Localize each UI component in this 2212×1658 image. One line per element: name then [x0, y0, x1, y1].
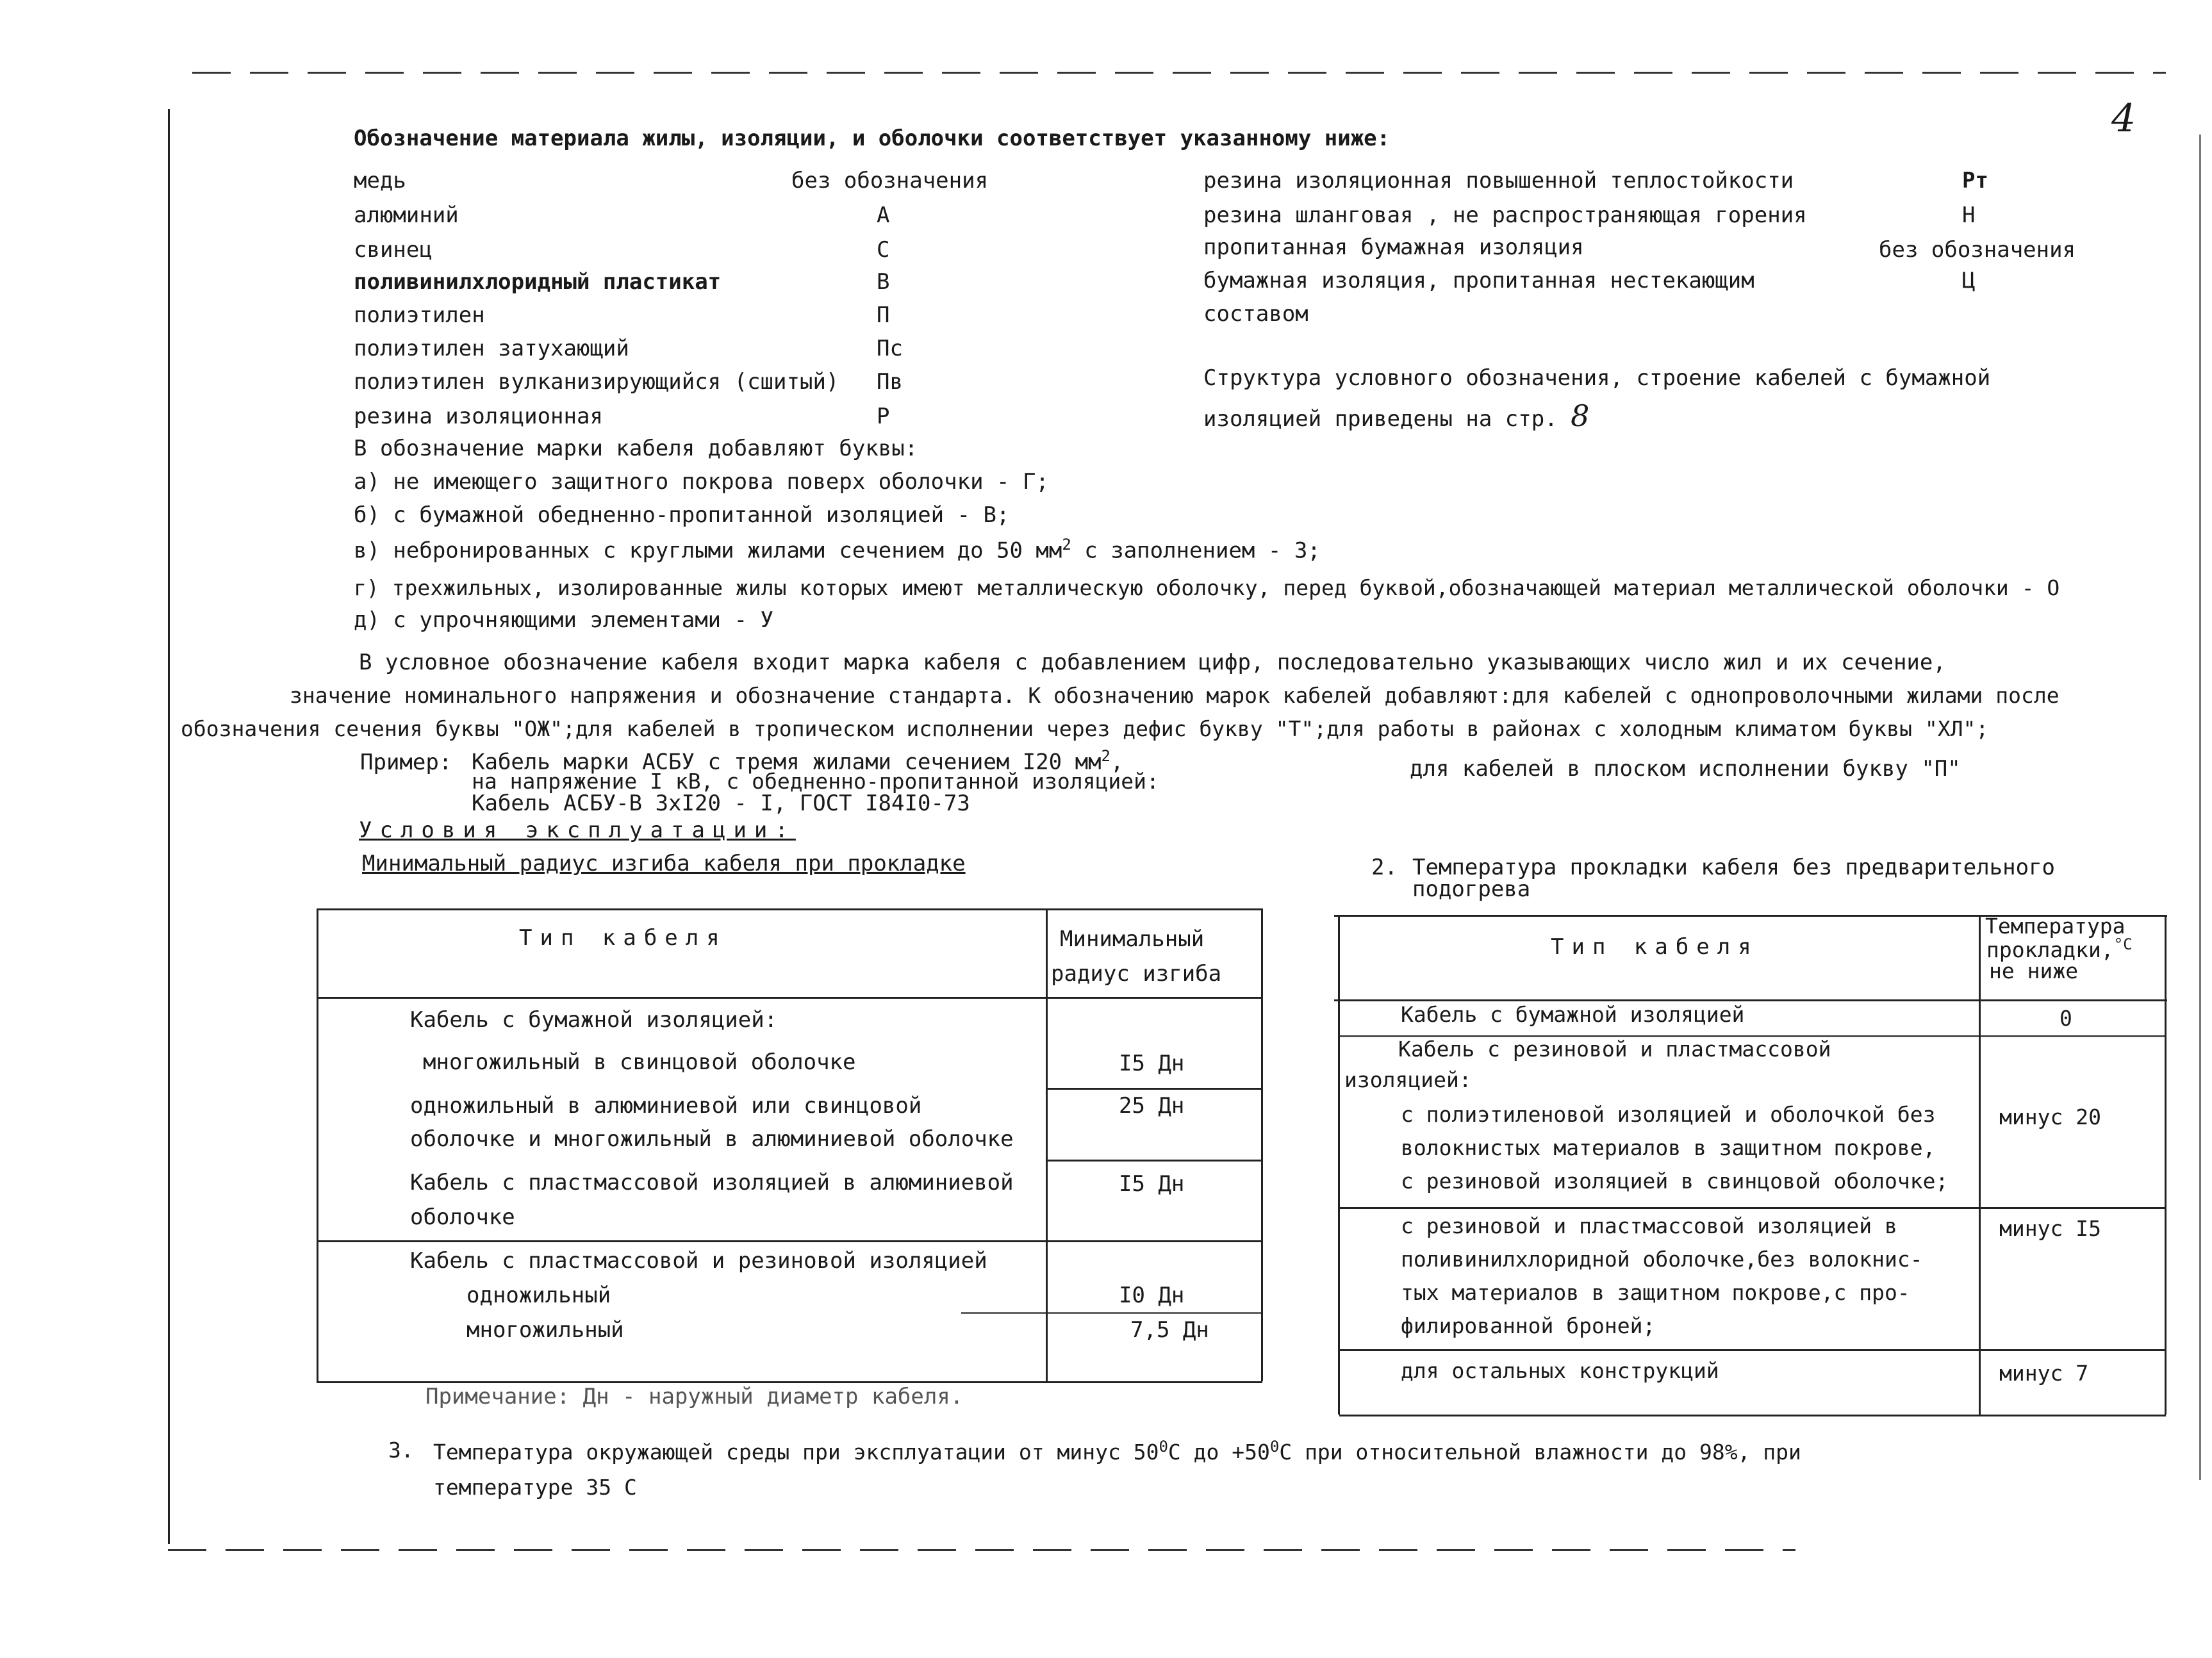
- material-code: Ц: [1962, 268, 1976, 293]
- letter-d: д) с упрочняющими элементами - У: [354, 607, 774, 633]
- item3-deg: 0: [1159, 1438, 1168, 1456]
- example-line-3: Кабель АСБУ-В 3хI20 - I, ГОСТ I84I0-73: [472, 791, 970, 816]
- table2-header-temp-1: Температура: [1985, 914, 2125, 939]
- material-name: полиэтилен вулканизирующийся (сшитый): [354, 369, 839, 395]
- example-label: Пример:: [360, 750, 452, 775]
- material-code: В: [877, 269, 890, 295]
- letter-v-sup: 2: [1062, 536, 1071, 554]
- page-number: 4: [2111, 96, 2136, 141]
- table2-header-line: [1334, 999, 2167, 1001]
- table2-row-value: минус 20: [1999, 1104, 2101, 1129]
- table1-row-text: Кабель с пластмассовой изоляцией в алюминиевой: [410, 1170, 1014, 1195]
- right-border: [2199, 135, 2201, 1480]
- left-border: [168, 109, 170, 1544]
- table2-header-unit: °С: [2113, 935, 2133, 953]
- table1-row-text: оболочке и многожильный в алюминиевой оболочке: [410, 1126, 1014, 1152]
- material-name: поливинилхлоридный пластикат: [354, 269, 722, 295]
- material-code: Р: [877, 404, 890, 429]
- example-line-2: на напряжение I кВ, с обедненно-пропитанной изоляцией:: [472, 769, 1159, 794]
- letter-b: б) с бумажной обедненно-пропитанной изоляцией - В;: [354, 502, 1010, 528]
- table2-left-line: [1338, 915, 1340, 1415]
- table1-row-text: одножильный в алюминиевой или свинцовой: [410, 1093, 922, 1119]
- bottom-border: [168, 1549, 1795, 1551]
- item3-line-1: [433, 1438, 1801, 1465]
- table2-row-text: для остальных конструкций: [1401, 1358, 1719, 1383]
- material-name: резина шланговая , не распространяющая горения: [1203, 202, 1807, 228]
- material-name: бумажная изоляция, пропитанная нестекающим: [1203, 268, 1754, 293]
- letter-v-text: в) небронированных с круглыми жилами сечением до 50 мм: [354, 538, 1062, 564]
- table1-note: Примечание: Дн - наружный диаметр кабеля.: [425, 1384, 964, 1409]
- item3-line-2: температуре 35 С: [433, 1475, 637, 1500]
- material-code: Пв: [877, 369, 903, 395]
- item3-num: 3.: [388, 1438, 414, 1463]
- table2-row-text: Кабель с резиновой и пластмассовой: [1398, 1037, 1831, 1062]
- table1-header-type: Тип кабеля: [519, 925, 727, 951]
- table2-bottom-line: [1339, 1415, 2166, 1416]
- table2-caption-num: 2.: [1371, 855, 1398, 880]
- example-line-1-tail: ,: [1110, 749, 1124, 775]
- structure-page: 8: [1571, 398, 1590, 433]
- letter-v: [354, 536, 1321, 563]
- material-name: полиэтилен затухающий: [354, 336, 629, 361]
- paragraph-line-2: значение номинального напряжения и обозначение стандарта. К обозначению марок кабелей добавляют:для кабелей с однопроволочными жилами после: [290, 683, 2059, 708]
- material-name: резина изоляционная повышенной теплостойкости: [1203, 168, 1794, 193]
- table1-row-value: I5 Дн: [1119, 1051, 1185, 1076]
- material-code: Пс: [877, 336, 903, 361]
- material-code: без обозначения: [1879, 237, 2076, 263]
- table2-mid-line: [1979, 915, 1981, 1415]
- material-name: составом: [1203, 301, 1308, 327]
- structure-note-1: Структура условного обозначения, строение кабелей с бумажной: [1203, 365, 1991, 391]
- table2-header-temp-2-text: прокладки,: [1986, 937, 2114, 962]
- letter-a: а) не имеющего защитного покрова поверх оболочки - Г;: [354, 469, 1049, 495]
- material-code: П: [877, 302, 890, 328]
- material-code: без обозначения: [791, 168, 989, 193]
- material-code: Н: [1962, 202, 1976, 228]
- table1-row-line: [1046, 1088, 1261, 1090]
- item3-text-b: С до +50: [1168, 1440, 1270, 1465]
- table1-top-line: [317, 908, 1262, 910]
- table1-bottom-line: [317, 1381, 1262, 1383]
- table2-header-type: Тип кабеля: [1551, 934, 1759, 960]
- table2-right-line: [2165, 915, 2167, 1415]
- item3-deg: 0: [1269, 1438, 1280, 1456]
- table1-row-text: оболочке: [410, 1204, 515, 1230]
- item3-text-a: Температура окружающей среды при эксплуатации от минус 50: [433, 1440, 1159, 1465]
- structure-note-2: [1203, 398, 1589, 433]
- material-code: С: [877, 237, 890, 263]
- table1-row-value: I0 Дн: [1119, 1283, 1185, 1308]
- material-code: Рт: [1962, 168, 1988, 193]
- letter-v-tail: с заполнением - З;: [1071, 538, 1321, 564]
- table1-left-line: [317, 908, 318, 1381]
- table2-caption-1: Температура прокладки кабеля без предварительного: [1412, 855, 2056, 880]
- table2-row-text: волокнистых материалов в защитном покрове,: [1401, 1135, 1936, 1160]
- table1-row-value: I5 Дн: [1119, 1171, 1185, 1197]
- paragraph-line-3: обозначения сечения буквы "ОЖ";для кабелей в тропическом исполнении через дефис букву "Т";для работы в районах с холодным климатом буквы "ХЛ";: [181, 716, 1989, 741]
- table1-row-text: Кабель с бумажной изоляцией:: [410, 1007, 778, 1033]
- table2-row-text: с полиэтиленовой изоляцией и оболочкой без: [1401, 1102, 1936, 1127]
- table1-row-text: одножильный: [466, 1283, 611, 1308]
- table1-row-line: [961, 1312, 1261, 1314]
- example-sup: 2: [1101, 747, 1110, 765]
- material-name: полиэтилен: [354, 302, 485, 328]
- table1-header-radius-2: радиус изгиба: [1051, 961, 1222, 987]
- table1-caption: Минимальный радиус изгиба кабеля при прокладке: [362, 851, 966, 876]
- table2-row-text: тых материалов в защитном покрове,с про-: [1401, 1280, 1910, 1305]
- table1-row-text: многожильный в свинцовой оболочке: [423, 1049, 856, 1075]
- table1-row-value: 7,5 Дн: [1130, 1317, 1209, 1343]
- top-border: [192, 72, 2166, 74]
- table2-row-line: [1338, 1207, 2165, 1209]
- table2-caption-2: подогрева: [1412, 876, 1531, 902]
- table2-row-value: минус 7: [1999, 1361, 2089, 1386]
- table2-row-text: поливинилхлоридной оболочке,без волокнис-: [1401, 1247, 1923, 1272]
- item3-text-c: С при относительной влажности до 98%, при: [1279, 1440, 1801, 1465]
- table1-header-radius-1: Минимальный: [1060, 926, 1205, 952]
- paragraph-line-1: В условное обозначение кабеля входит марка кабеля с добавлением цифр, последовательно указывающих число жил и их сечение,: [359, 650, 1946, 675]
- table2-row-text: изоляцией:: [1344, 1067, 1472, 1092]
- table1-header-line: [317, 997, 1262, 999]
- paragraph-tail: для кабелей в плоском исполнении букву "П": [1410, 756, 1961, 782]
- material-name: резина изоляционная: [354, 404, 603, 429]
- letters-header: В обозначение марки кабеля добавляют буквы:: [354, 436, 918, 461]
- table1-row-text: Кабель с пластмассовой и резиновой изоляцией: [410, 1248, 987, 1274]
- intro-line: Обозначение материала жилы, изоляции, и оболочки соответствует указанному ниже:: [354, 126, 1391, 151]
- material-name: пропитанная бумажная изоляция: [1203, 234, 1584, 260]
- conditions-title: Условия эксплуатации:: [359, 817, 796, 843]
- table1-row-line: [1046, 1160, 1261, 1161]
- material-name: алюминий: [354, 202, 459, 228]
- table1-row-value: 25 Дн: [1119, 1093, 1185, 1119]
- table2-row-text: с резиновой изоляцией в свинцовой оболочке;: [1401, 1169, 1949, 1194]
- table1-mid-line: [1046, 908, 1048, 1381]
- material-name: медь: [354, 168, 406, 193]
- structure-note-text: изоляцией приведены на стр.: [1203, 406, 1558, 432]
- table1-row-text: многожильный: [466, 1317, 624, 1343]
- material-name: свинец: [354, 237, 433, 263]
- table2-row-line: [1338, 1349, 2165, 1351]
- table2-header-temp-3: не ниже: [1989, 958, 2079, 983]
- letter-g: г) трехжильных, изолированные жилы которых имеют металлическую оболочку, перед буквой,обозначающей материал металлической оболочки - О: [354, 575, 2060, 600]
- table2-row-value: 0: [2059, 1006, 2072, 1031]
- material-code: А: [877, 202, 890, 228]
- table2-row-text: Кабель с бумажной изоляцией: [1401, 1002, 1745, 1027]
- table2-row-value: минус I5: [1999, 1216, 2101, 1241]
- table1-row-line: [317, 1240, 1261, 1242]
- table2-row-text: с резиновой и пластмассовой изоляцией в: [1401, 1213, 1897, 1238]
- table1-right-line: [1261, 908, 1263, 1381]
- table2-row-text: филированной броней;: [1401, 1313, 1656, 1338]
- example-line-1-text: Кабель марки АСБУ с тремя жилами сечением I20 мм: [472, 749, 1102, 775]
